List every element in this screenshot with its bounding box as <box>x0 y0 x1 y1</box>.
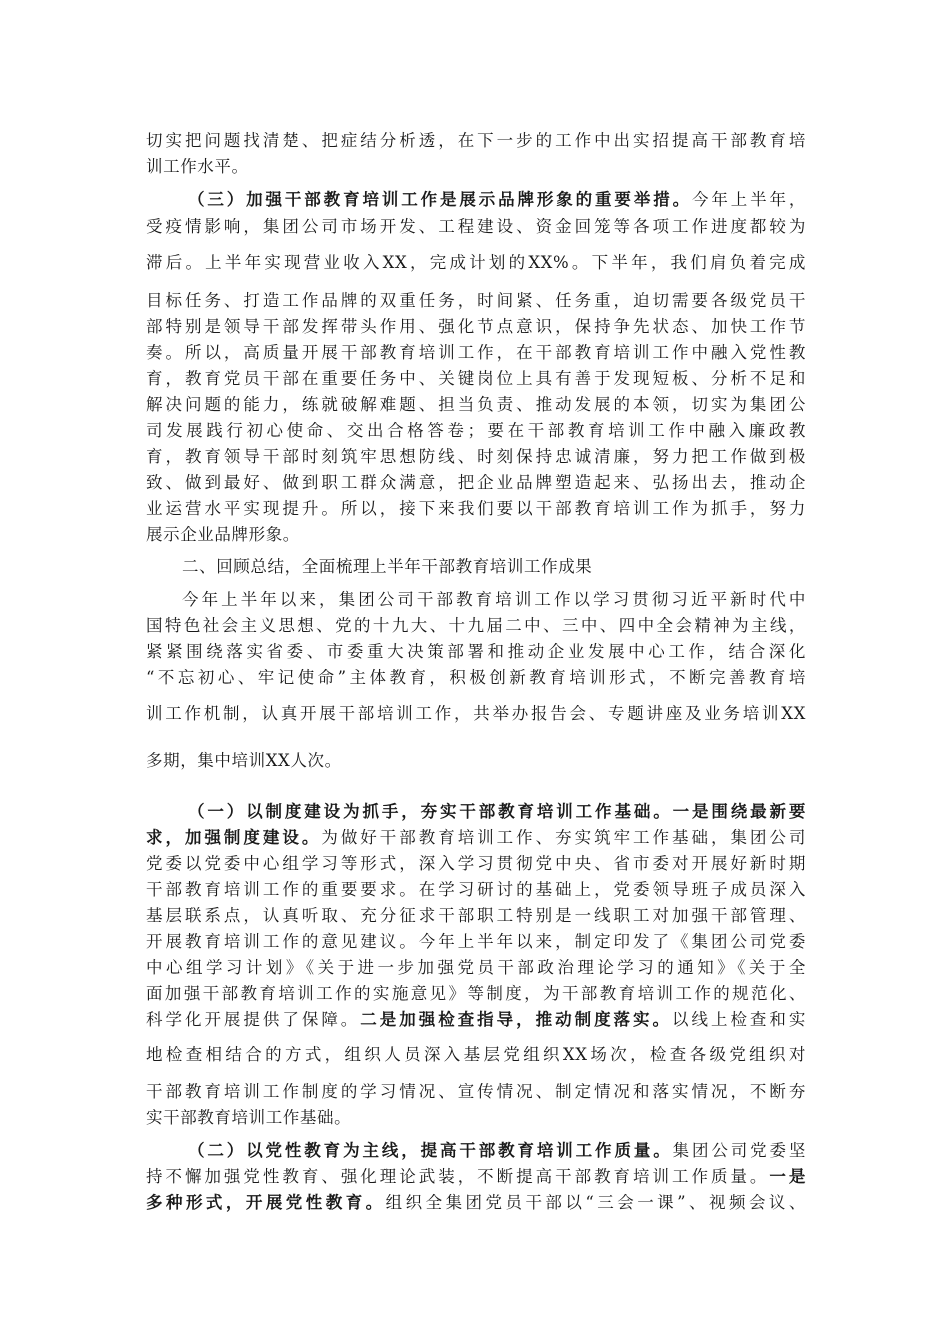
text-span: 组织全集团党员干部以“三会一课”、视频会议、 <box>385 1193 807 1212</box>
text-line: “不忘初心、牢记使命”主体教育，积极创新教育培训形式，不断完善教育培 <box>146 668 806 687</box>
text-line: 切实把问题找清楚、把症结分析透，在下一步的工作中出实招提高干部教育培 <box>146 131 806 150</box>
text-line: 解决问题的能力，练就破解难题、担当负责、推动发展的本领，切实为集团公 <box>146 395 806 414</box>
text-line: 业运营水平实现提升。所以，接下来我们要以干部教育培训工作为抓手，努力 <box>146 499 806 518</box>
bold-phrase: 求，加强制度建设。 <box>146 828 322 847</box>
text-line: 开展教育培训工作的意见建议。今年上半年以来，制定印发了《集团公司党委 <box>146 932 806 951</box>
section-heading-1: （一）以制度建设为抓手，夯实干部教育培训工作基础。一是围绕最新要 <box>188 802 806 821</box>
text-line: 训工作机制，认真开展干部培训工作，共举办报告会、专题讲座及业务培训XX <box>146 704 806 723</box>
text-line: 中心组学习计划》《关于进一步加强党员干部政治理论学习的通知》《关于全 <box>146 958 806 977</box>
bold-phrase: 多种形式，开展党性教育。 <box>146 1193 386 1212</box>
text-line: 党委以党委中心组学习等形式，深入学习贯彻党中央、省市委对开展好新时期 <box>146 854 806 873</box>
text-line: 训工作水平。 <box>146 157 249 176</box>
text-line <box>146 1192 806 1214</box>
text-line: 面加强干部教育培训工作的实施意见》等制度，为干部教育培训工作的规范化、 <box>146 984 806 1003</box>
text-line <box>146 1166 806 1188</box>
text-line: 部特别是领导干部发挥带头作用、强化节点意识，保持争先状态、加快工作节 <box>146 317 806 336</box>
text-span: 以线上检查和实 <box>672 1010 806 1029</box>
text-line <box>146 1009 806 1031</box>
text-line: 展示企业品牌形象。 <box>146 525 300 544</box>
text-line: 多期，集中培训XX人次。 <box>146 751 342 770</box>
text-line: 滞后。上半年实现营业收入XX，完成计划的XX%。下半年，我们肩负着完成 <box>146 253 806 272</box>
text-line: 司发展践行初心使命、交出合格答卷；要在干部教育培训工作中融入廉政教 <box>146 421 806 440</box>
text-line <box>146 827 806 849</box>
text-line: 地检查相结合的方式，组织人员深入基层党组织XX场次，检查各级党组织对 <box>146 1045 806 1064</box>
text-span: 集团公司党委坚 <box>672 1141 807 1160</box>
text-line: 干部教育培训工作的重要要求。在学习研讨的基础上，党委领导班子成员深入 <box>146 880 806 899</box>
text-line: 干部教育培训工作制度的学习情况、宣传情况、制定情况和落实情况，不断夯 <box>146 1082 806 1101</box>
text-line: 紧紧围绕落实省委、市委重大决策部署和推动企业发展中心工作，结合深化 <box>146 642 806 661</box>
text-line: 奏。所以，高质量开展干部教育培训工作，在干部教育培训工作中融入党性教 <box>146 343 806 362</box>
text-line: 致、做到最好、做到职工群众满意，把企业品牌塑造起来、弘扬出去，推动企 <box>146 473 806 492</box>
text-span: 持不懈加强党性教育、强化理论武装，不断提高干部教育培训工作质量。 <box>146 1167 770 1186</box>
text-span: 今年上半年， <box>691 190 806 209</box>
text-line: 育，教育党员干部在重要任务中、关键岗位上具有善于发现短板、分析不足和 <box>146 369 806 388</box>
section-title: 二、回顾总结，全面梳理上半年干部教育培训工作成果 <box>182 557 593 576</box>
text-span: 为做好干部教育培训工作、夯实筑牢工作基础，集团公司 <box>321 828 807 847</box>
section-heading-2: （二）以党性教育为主线，提高干部教育培训工作质量。 <box>188 1141 673 1160</box>
bold-phrase: 一是 <box>769 1167 807 1186</box>
text-line: 育，教育领导干部时刻筑牢思想防线、时刻保持忠诚清廉，努力把工作做到极 <box>146 447 806 466</box>
text-line: 今年上半年以来，集团公司干部教育培训工作以学习贯彻习近平新时代中 <box>182 590 806 609</box>
bold-phrase: 二是加强检查指导，推动制度落实。 <box>360 1010 672 1029</box>
text-line <box>188 1140 806 1162</box>
text-line <box>188 189 806 211</box>
text-line: 受疫情影响，集团公司市场开发、工程建设、资金回笼等各项工作进度都较为 <box>146 217 806 236</box>
text-line: 基层联系点，认真听取、充分征求干部职工特别是一线职工对加强干部管理、 <box>146 906 806 925</box>
text-line: 实干部教育培训工作基础。 <box>146 1108 352 1127</box>
text-line: 目标任务、打造工作品牌的双重任务，时间紧、任务重，迫切需要各级党员干 <box>146 291 806 310</box>
text-span: 科学化开展提供了保障。 <box>146 1010 361 1029</box>
section-heading-3: （三）加强干部教育培训工作是展示品牌形象的重要举措。 <box>188 190 692 209</box>
text-line: 国特色社会主义思想、党的十九大、十九届二中、三中、四中全会精神为主线， <box>146 616 806 635</box>
